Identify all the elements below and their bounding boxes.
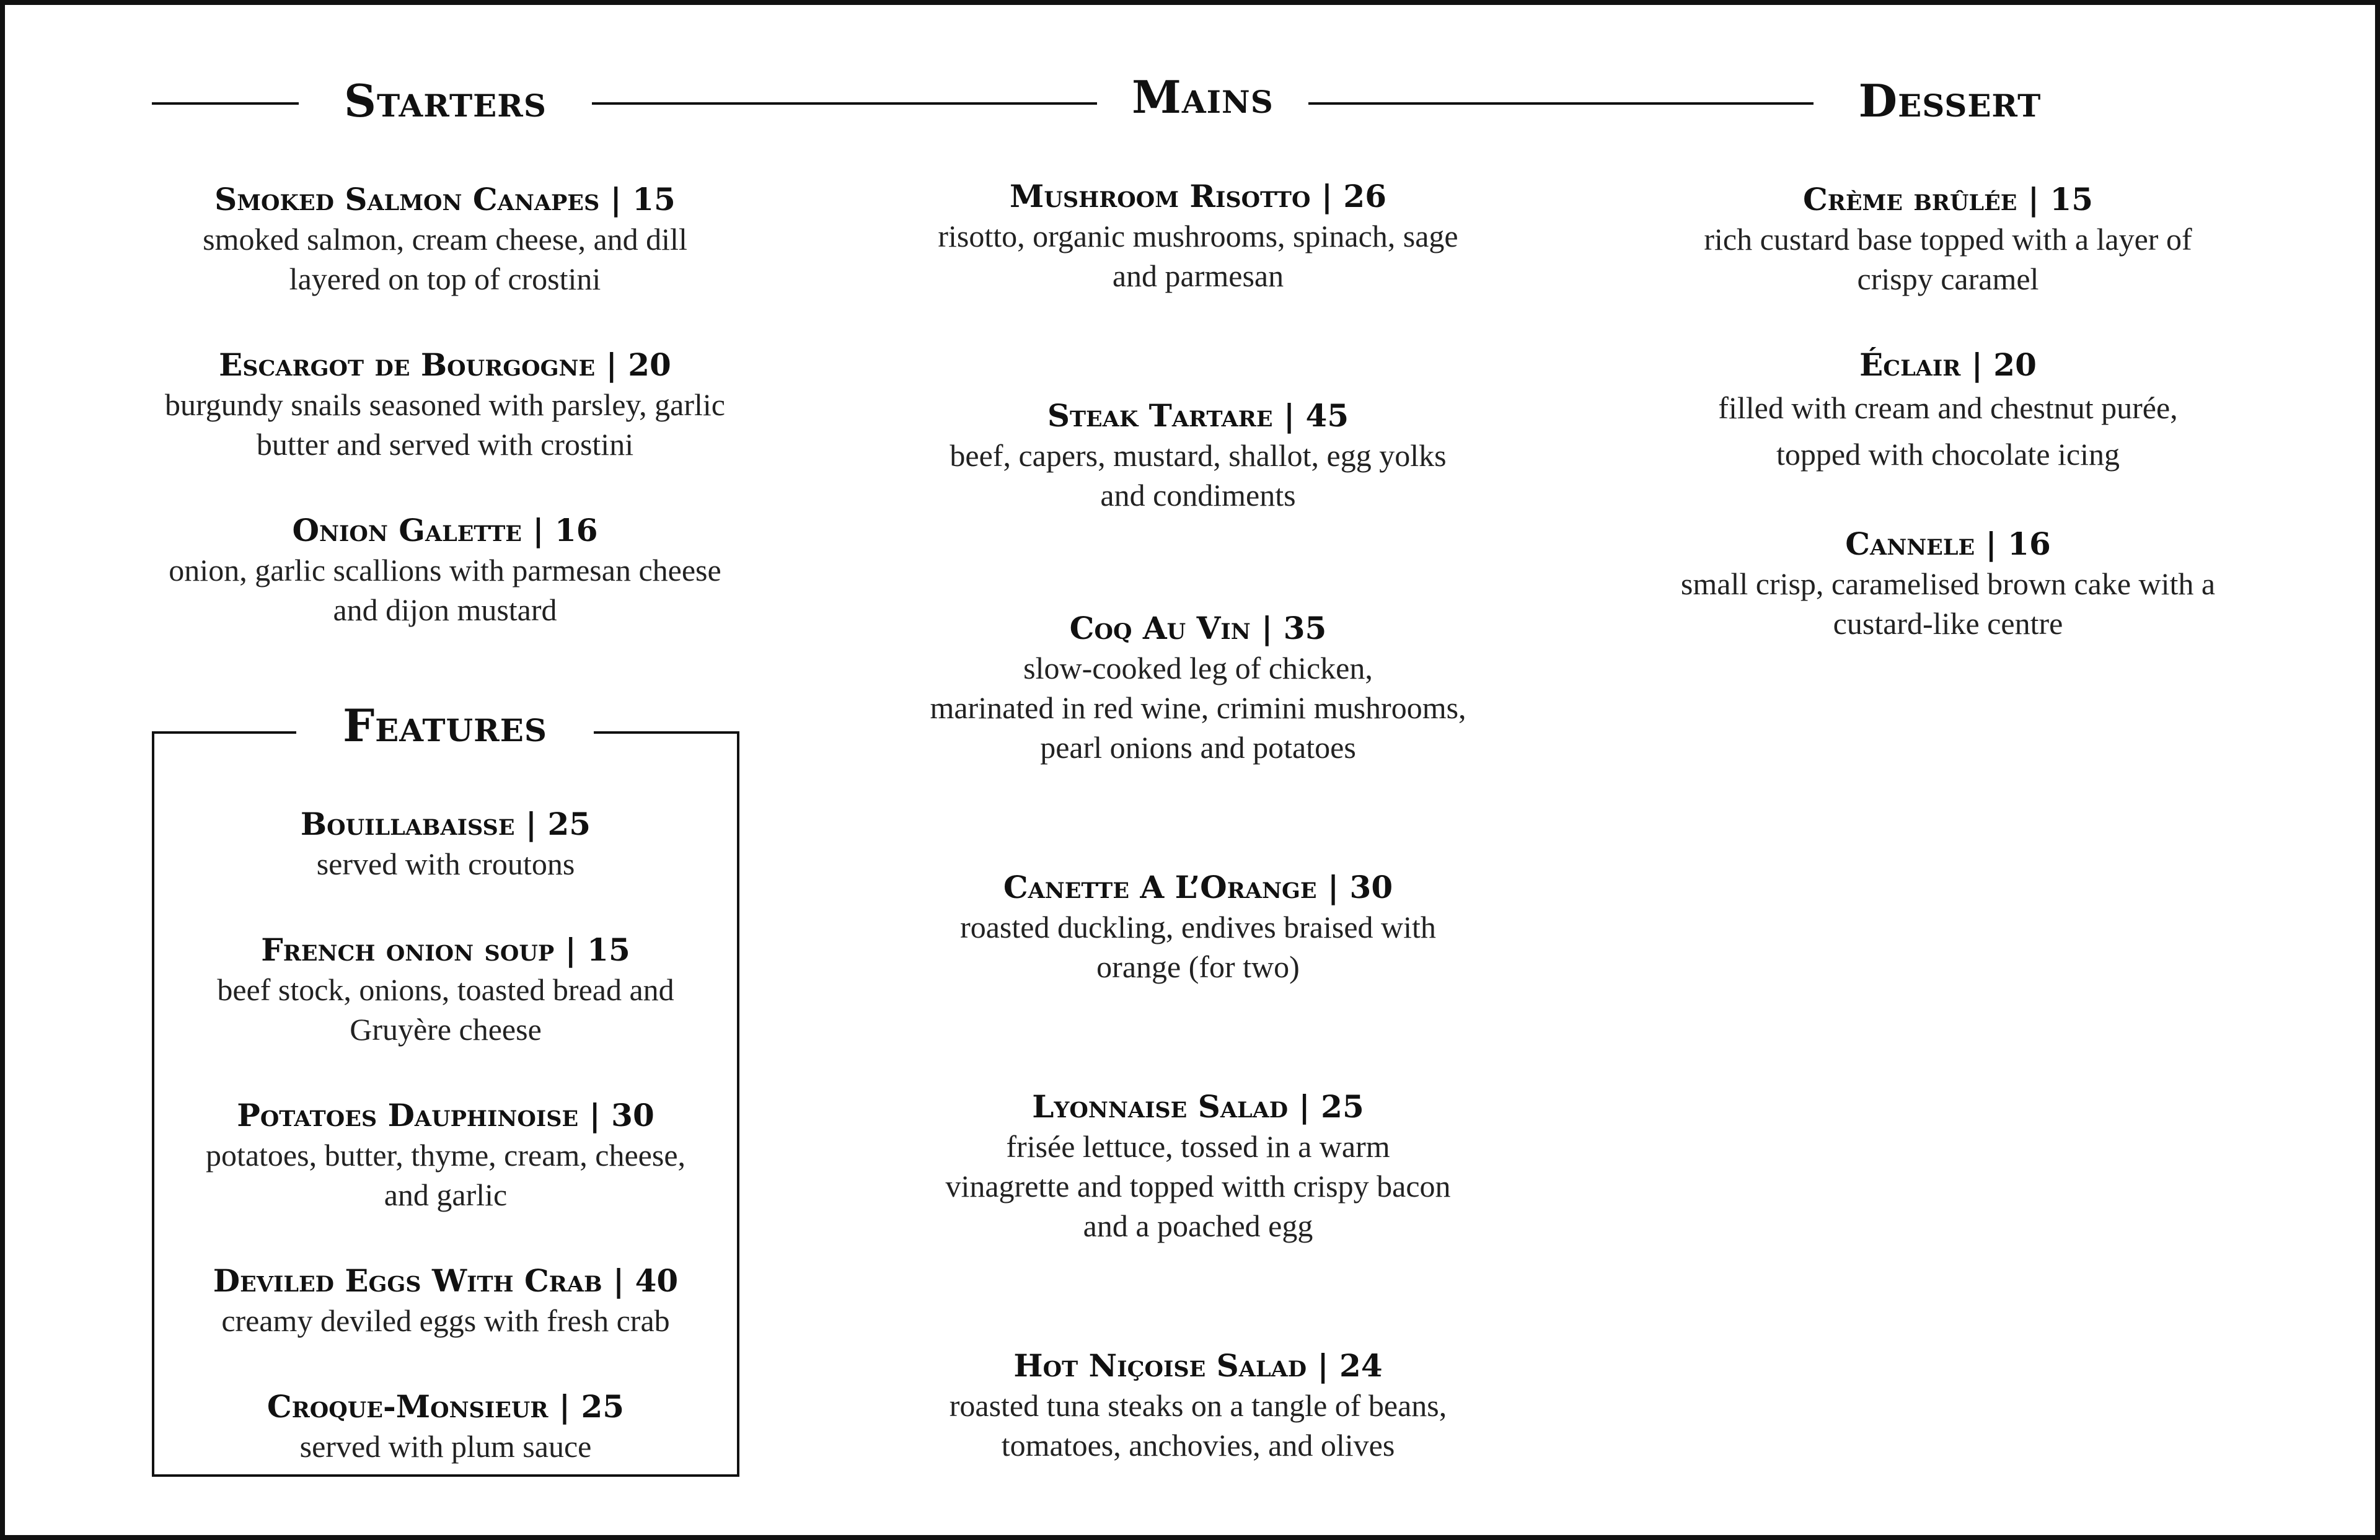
menu-item-name: Canette A L’Orange | 30 bbox=[1003, 869, 1393, 905]
rule-left bbox=[152, 102, 299, 105]
description-line: onion, garlic scallions with parmesan cheese bbox=[169, 553, 721, 587]
menu-item bbox=[854, 1346, 1542, 1465]
menu-item bbox=[104, 345, 786, 464]
description-line: creamy deviled eggs with fresh crab bbox=[221, 1303, 670, 1338]
menu-item bbox=[854, 868, 1542, 987]
description-line: and garlic bbox=[384, 1177, 508, 1212]
menu-item-description bbox=[104, 219, 786, 299]
description-line: and dijon mustard bbox=[333, 592, 557, 627]
menu-item-description bbox=[1610, 385, 2286, 478]
features-heading: Features bbox=[343, 699, 547, 752]
menu-item-name: Coq Au Vin | 35 bbox=[1069, 610, 1327, 646]
menu-item-name: French onion soup | 15 bbox=[261, 931, 630, 968]
menu-item-name: Croque-Monsieur | 25 bbox=[267, 1388, 625, 1425]
description-line: vinagrette and topped witth crispy bacon bbox=[945, 1169, 1451, 1203]
mains-heading: Mains bbox=[1132, 71, 1274, 123]
description-line: slow-cooked leg of chicken, bbox=[1023, 651, 1373, 685]
description-line: frisée lettuce, tossed in a warm bbox=[1006, 1129, 1390, 1164]
menu-item-name: Smoked Salmon Canapes | 15 bbox=[214, 181, 676, 218]
menu-item-description bbox=[854, 1127, 1542, 1246]
menu-item-name: Escargot de Bourgogne | 20 bbox=[219, 346, 671, 383]
description-line: butter and served with crostini bbox=[256, 427, 634, 462]
menu-item-description bbox=[157, 1301, 734, 1340]
menu-item bbox=[104, 511, 786, 630]
description-line: roasted duckling, endives braised with bbox=[960, 910, 1436, 944]
menu-item bbox=[157, 1261, 734, 1340]
menu-item-name: Éclair | 20 bbox=[1859, 346, 2037, 383]
description-line: filled with cream and chestnut purée, bbox=[1718, 390, 2178, 425]
dessert-heading: Dessert bbox=[1858, 74, 2042, 127]
menu-item-description bbox=[854, 436, 1542, 515]
menu-item-name: Onion Galette | 16 bbox=[292, 512, 598, 548]
menu-item bbox=[1610, 180, 2286, 299]
menu-item bbox=[854, 609, 1542, 767]
description-line: orange (for two) bbox=[1096, 949, 1300, 984]
description-line: served with croutons bbox=[316, 847, 575, 881]
menu-item-description bbox=[854, 216, 1542, 296]
menu-item-name: Hot Niçoise Salad | 24 bbox=[1013, 1347, 1383, 1384]
menu-item-name: Deviled Eggs With Crab | 40 bbox=[213, 1262, 679, 1299]
description-line: and a poached egg bbox=[1083, 1208, 1313, 1243]
description-line: and parmesan bbox=[1112, 258, 1284, 293]
menu-item bbox=[854, 177, 1542, 296]
menu-item bbox=[1610, 345, 2286, 478]
menu-item-name: Steak Tartare | 45 bbox=[1047, 397, 1349, 434]
description-line: and condiments bbox=[1100, 478, 1296, 513]
menu-item-description bbox=[104, 385, 786, 464]
description-line: small crisp, caramelised brown cake with a bbox=[1680, 566, 2216, 601]
menu-item-name: Potatoes Dauphinoise | 30 bbox=[237, 1097, 654, 1133]
menu-item bbox=[157, 1096, 734, 1215]
menu-item-description bbox=[1610, 219, 2286, 299]
description-line: rich custard base topped with a layer of bbox=[1704, 222, 2192, 257]
menu-item-description bbox=[854, 907, 1542, 987]
rule-middle-left bbox=[592, 102, 1097, 105]
rule-middle-right bbox=[1308, 102, 1814, 105]
description-line: beef stock, onions, toasted bread and bbox=[217, 972, 674, 1007]
menu-item-description bbox=[157, 970, 734, 1049]
description-line: tomatoes, anchovies, and olives bbox=[1001, 1428, 1395, 1463]
description-line: roasted tuna steaks on a tangle of beans, bbox=[949, 1388, 1447, 1423]
description-line: served with plum sauce bbox=[299, 1429, 592, 1464]
menu-item-description bbox=[854, 648, 1542, 767]
description-line: pearl onions and potatoes bbox=[1040, 730, 1356, 765]
description-line: marinated in red wine, crimini mushrooms, bbox=[930, 690, 1466, 725]
menu-item bbox=[157, 1387, 734, 1466]
menu-item bbox=[854, 1087, 1542, 1246]
menu-item-name: Crème brûlée | 15 bbox=[1802, 181, 2094, 218]
description-line: smoked salmon, cream cheese, and dill bbox=[203, 222, 687, 257]
menu-item bbox=[157, 804, 734, 884]
menu-item-description bbox=[854, 1386, 1542, 1465]
menu-item bbox=[104, 180, 786, 299]
menu-item bbox=[157, 930, 734, 1049]
menu-item bbox=[854, 396, 1542, 515]
description-line: topped with chocolate icing bbox=[1776, 437, 2120, 472]
menu-item-description bbox=[157, 844, 734, 884]
description-line: risotto, organic mushrooms, spinach, sage bbox=[938, 219, 1458, 253]
starters-heading: Starters bbox=[344, 74, 547, 127]
description-line: Gruyère cheese bbox=[350, 1012, 542, 1047]
menu-item-name: Lyonnaise Salad | 25 bbox=[1032, 1088, 1364, 1125]
menu-item-description bbox=[157, 1427, 734, 1466]
menu-item bbox=[1610, 524, 2286, 643]
menu-item-description bbox=[1610, 564, 2286, 643]
description-line: potatoes, butter, thyme, cream, cheese, bbox=[205, 1138, 686, 1173]
menu-item-name: Cannele | 16 bbox=[1845, 526, 2051, 562]
description-line: custard-like centre bbox=[1833, 606, 2063, 641]
description-line: burgundy snails seasoned with parsley, garlic bbox=[165, 387, 725, 422]
menu-item-name: Mushroom Risotto | 26 bbox=[1009, 178, 1387, 214]
description-line: layered on top of crostini bbox=[289, 262, 601, 296]
description-line: beef, capers, mustard, shallot, egg yolks bbox=[950, 438, 1447, 473]
menu-item-name: Bouillabaisse | 25 bbox=[300, 806, 591, 842]
description-line: crispy caramel bbox=[1857, 262, 2039, 296]
menu-item-description bbox=[157, 1135, 734, 1215]
menu-item-description bbox=[104, 550, 786, 630]
